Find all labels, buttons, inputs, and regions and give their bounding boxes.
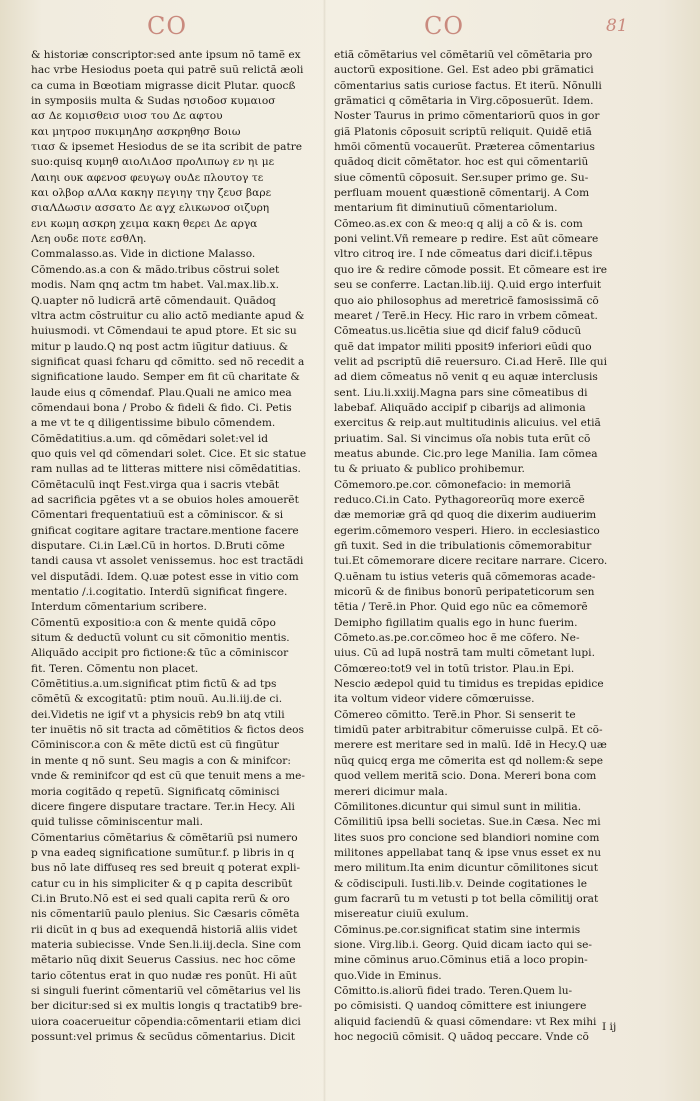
text-line: mereri dicimur mala. (334, 785, 448, 798)
text-line: modis. Nam qnq actm tm habet. Val.max.lib.x. (31, 279, 280, 292)
text-line: Cõmeo.as.ex con & meo:q q alij a cõ & is. com (334, 217, 583, 230)
text-line: Cõmentari frequentatiuũ est a cõminiscor. & si (31, 509, 284, 522)
text-line: situm & deductũ volunt cu sit cõmonitio mentis. (31, 632, 290, 645)
gutter-shadow (323, 0, 326, 1101)
text-line: Λεη ουδε ποτε εσθΛη. (31, 233, 147, 246)
text-line: ca cuma in Bœotiam migrasse dicit Plutar. quocß (31, 79, 296, 92)
text-line: significat quasi fcharu qd cõmitto. sed nõ recedit a (31, 355, 305, 368)
text-line: giã Platonis cõposuit scriptũ reliquit. Quidẽ etiã (334, 125, 592, 138)
text-line: possunt:vel primus & secũdus cõmentarius. Dicit (31, 1031, 296, 1043)
text-line: tẽtia / Terẽ.in Phor. Quid ego nũc ea cõmemorẽ (334, 601, 588, 614)
text-line: materia subiecisse. Vnde Sen.li.iij.decla. Sine com (31, 938, 301, 951)
text-line: perfluam mouent quæstionẽ cõmentarij. A Com (334, 187, 590, 200)
text-line: tandi causa vt assolet venissemus. hoc est tractãdi (31, 555, 304, 568)
text-line: uiora coacerueitur cõpendia:cõmentarii etiam dici (31, 1015, 301, 1028)
text-line: Demipho figillatim qualis ego in hunc fuerim. (334, 616, 578, 629)
text-line: dicere fingere disputare tractare. Ter.in Hecy. Ali (31, 800, 295, 813)
text-line: quod vellem meritã scio. Dona. Mereri bona com (334, 770, 597, 783)
text-line: moria cogitãdo q repetũ. Significatq cõminisci (31, 785, 280, 798)
text-line: cõmendaui bona / Probo & fideli & fido. Ci. Petis (31, 401, 292, 414)
text-line: hoc negociũ cõmisit. Q uãdoq peccare. Vnde cõ (334, 1031, 589, 1043)
text-line: egerim.cõmemoro vesperi. Hiero. in ecclesiastico (334, 524, 600, 537)
text-line: meatus abunde. Cic.pro lege Manilia. Iam cõmea (334, 447, 598, 460)
text-line: misereatur ciuiũ exulum. (334, 908, 469, 921)
text-line: si singuli fuerint cõmentariũ vel cõmẽtarius vel lis (31, 984, 301, 997)
text-line: mearet / Terẽ.in Hecy. Hic raro in vrbem cõmeat. (334, 309, 598, 322)
text-line: quo aio philosophus ad meretricẽ famosissimã cõ (334, 294, 599, 307)
text-line: vltra actm cõstruitur cu alio actõ mediante apud & (31, 309, 305, 322)
text-line: τιασ & ipsemet Hesiodus de se ita scribit de patre (31, 141, 303, 154)
text-line: bus nõ late diffuseq res sed breuit q poterat expli- (31, 862, 301, 875)
text-line: Nescio ædepol quid tu timidus es trepidas epidice (334, 678, 604, 691)
text-line: dei.Videtis ne igif vt a physicis reb9 bn atq vtili (31, 708, 285, 721)
text-line: Cõmẽdatitius.a.um. qd cõmẽdari solet:vel id (31, 432, 269, 445)
text-line: Λαιηι ουκ αφενοσ φευγωγ ουΔε πλουτογ τε (31, 171, 264, 184)
text-line: Cõmẽtitius.a.um.significat ptim fictũ & ad tps (31, 678, 277, 691)
text-line: Noster Taurus in primo cõmentariorũ quos in gor (334, 110, 600, 123)
text-line: cõmentarius satis curiose factus. Et iterũ. Nõnulli (334, 79, 602, 92)
text-line: tu & priuato & publico prohibemur. (334, 463, 525, 476)
text-line: ita voltum videor videre cõmœruisse. (334, 693, 535, 706)
text-line: ram nullas ad te litteras mittere nisi cõmẽdatitias. (31, 463, 301, 476)
signature-mark: I ij (602, 1021, 617, 1033)
text-line: Cõminiscor.a con & mẽte dictũ est cũ fingũtur (31, 739, 279, 752)
text-line: rii dicũt in q bus ad exequendã historiã aliis videt (31, 923, 298, 936)
left-text-column (31, 48, 320, 1045)
text-line: Ci.in Bruto.Nõ est ei sed quali capita rerũ & oro (31, 892, 290, 905)
text-line: hac vrbe Hesiodus poeta qui patrẽ suũ relictã æoli (31, 64, 304, 77)
text-line: sione. Virg.lib.i. Georg. Quid dicam iacto qui se- (334, 938, 592, 951)
text-line: mentarium fit diminutiuũ cõmentariolum. (334, 202, 558, 215)
text-line: & cõdiscipuli. Iusti.lib.v. Deinde cogitationes le (334, 877, 588, 890)
text-line: Cõmeto.as.pe.cor.cõmeo hoc ẽ me cõfero. Ne- (334, 632, 580, 645)
text-line: Cõmitto.is.aliorũ fidei trado. Teren.Quem lu- (334, 984, 573, 997)
text-line: Commalasso.as. Vide in dictione Malasso. (31, 248, 256, 261)
text-line: po cõmisisti. Q uandoq cõmittere est iniungere (334, 1000, 587, 1013)
text-line: in symposiis multa & Sudas ησιοδοσ κυμαιοσ (31, 95, 276, 108)
text-line: huiusmodi. vt Cõmendaui te apud ptore. Et sic su (31, 325, 297, 338)
text-line: quo quis vel qd cõmendari solet. Cice. Et sic statue (31, 447, 307, 460)
text-line: Q.uẽnam tu istius veteris quã cõmemoras acade- (334, 570, 596, 583)
text-line: Cõminus.pe.cor.significat statim sine intermis (334, 923, 581, 936)
text-line: Cõmeatus.us.licẽtia siue qd dicif falu9 cõducũ (334, 325, 582, 338)
text-line: poni velint.Vñ remeare p redire. Est aũt cõmeare (334, 233, 599, 246)
text-line: grãmatici q cõmẽtaria in Virg.cõposuerũt. Idem. (334, 95, 594, 108)
text-line: Cõmentarius cõmẽtarius & cõmẽtariũ psi numero (31, 831, 298, 844)
text-line: Cõmœreo:tot9 vel in totũ tristor. Plau.in Epi. (334, 662, 575, 675)
text-line: quo.Vide in Eminus. (334, 969, 442, 982)
text-line: Cõmereo cõmitto. Terẽ.in Phor. Si senserit te (334, 708, 576, 721)
text-line: vltro citroq ire. I nde cõmeatus dari dicif.i.tẽpus (334, 248, 593, 261)
text-line: ter inuẽtis nõ sit tracta ad cõmẽtitios & fictos deos (31, 724, 304, 737)
text-line: Cõmentũ expositio:a con & mente quidã cõpo (31, 616, 276, 629)
folio-number: 81 (606, 16, 628, 36)
text-line: reduco.Ci.in Cato. Pythagoreorũq more exercẽ (334, 493, 585, 506)
text-line: Aliquãdo accipit pro fictione:& tũc a cõminiscor (31, 647, 289, 660)
text-line: timidũ pater arbitrabitur cõmeruisse culpã. Et cõ- (334, 724, 603, 737)
text-line: vel disputãdi. Idem. Q.uæ potest esse in vitio com (31, 570, 299, 583)
text-line: quãdoq dicit cõmẽtator. hoc est qui cõmentariũ (334, 156, 589, 169)
text-line: auctorũ expositione. Gel. Est adeo pbi grãmatici (334, 64, 594, 77)
text-line: in mente q nõ sunt. Seu magis a con & minifcor: (31, 754, 291, 767)
text-line: p vna eadeq significatione sumũtur.f. p libris in q (31, 846, 295, 859)
text-line: fit. Teren. Cõmentu non placet. (31, 662, 199, 675)
text-line: ber dicitur:sed si ex multis longis q tractatib9 bre- (31, 1000, 303, 1013)
text-line: Cõmilitones.dicuntur qui simul sunt in militia. (334, 800, 582, 813)
text-line: mero militum.Ita enim dicuntur cõmilitones sicut (334, 862, 598, 875)
text-line: gum facrarũ tu m vetusti p tot bella cõmilitij orat (334, 892, 599, 905)
text-line: mentatio /.i.cogitatio. Interdũ significat fingere. (31, 586, 288, 599)
text-line: gnificat cogitare agitare tractare.mentione facere (31, 524, 299, 537)
text-line: catur cu in his simpliciter & q p capita describũt (31, 877, 293, 890)
text-line: quẽ dat impator militi pposit9 inferiori eũdi quo (334, 340, 592, 353)
right-text-column (334, 48, 648, 1045)
text-line: nũq quicq erga me cõmerita est qd nollem:& sepe (334, 754, 604, 767)
text-line: a me vt te q diligentissime bibulo cõmendem. (31, 417, 276, 430)
text-line: Cõmemoro.pe.cor. cõmonefacio: in memoriã (334, 478, 571, 491)
running-head-left: CO (147, 12, 188, 40)
text-line: nis cõmentariũ paulo plenius. Sic Cæsaris cõmẽta (31, 908, 300, 921)
text-line: etiã cõmẽtarius vel cõmẽtariũ vel cõmẽtaria pro (334, 49, 593, 61)
text-line: και ολβορ αΛΛα κακηγ πεγιηγ τηγ ζευσ βαρε (31, 187, 272, 200)
text-line: tario cõtentus erat in quo nudæ res ponũt. Hi aũt (31, 969, 297, 982)
text-line: sent. Liu.li.xxiij.Magna pars sine cõmeatibus di (334, 386, 588, 399)
text-line: siue cõmentũ cõposuit. Ser.super primo ge. Su- (334, 171, 589, 184)
text-line: ασ Δε κομισθεισ υιοσ του Δε αφτου (31, 110, 223, 123)
text-line: uius. Cũ ad lupã nostrã tam multi cõmetant lupi. (334, 647, 595, 660)
text-line: seu se conferre. Lactan.lib.iij. Q.uid ergo interfuit (334, 279, 602, 292)
text-line: quid tulisse cõminiscentur mali. (31, 816, 203, 829)
text-line: hmõi cõmentũ vocauerũt. Præterea cõmentarius (334, 141, 595, 154)
text-line: tui.Et cõmemorare dicere recitare narrare. Cicero. (334, 555, 608, 568)
text-line: mitur p laudo.Q nq post actm iũgitur datiuus. & (31, 340, 289, 353)
text-line: και μητροσ πυκιμηΔησ ασκρηθησ Βοιω (31, 125, 241, 138)
text-line: gñ tuxit. Sed in die tribulationis cõmemorabitur (334, 540, 592, 552)
text-line: velit ad pscriptũ diẽ reuersuro. Ci.ad Herẽ. Ille qui (334, 355, 607, 368)
text-line: dæ memoriæ grã qd quoq die dixerim audiuerim (334, 509, 597, 522)
text-line: disputare. Ci.in Læl.Cũ in hortos. D.Bruti cõme (31, 540, 285, 552)
text-line: ad diem cõmeatus nõ venit q eu aquæ interclusis (334, 371, 598, 384)
text-line: vnde & reminifcor qd est cũ que tenuit mens a me- (31, 770, 305, 783)
text-line: Cõmendo.as.a con & mãdo.tribus cõstrui solet (31, 263, 280, 276)
text-line: Q.uapter nõ ludicrã artẽ cõmendauit. Quãdoq (31, 294, 276, 307)
text-line: merere est meritare sed in malũ. Idẽ in Hecy.Q uæ (334, 739, 607, 752)
text-line: quo ire & redire cõmode possit. Et cõmeare est ire (334, 263, 608, 276)
text-line: mẽtario nũq dixit Seuerus Cassius. nec hoc cõme (31, 954, 296, 967)
text-line: ενι κωμη ασκρη χειμα κακη θερει Δε αργα (31, 217, 258, 230)
text-line: aliquid faciendũ & quasi cõmendare: vt Rex mihi (334, 1015, 597, 1028)
text-line: Interdum cõmentarium scribere. (31, 601, 207, 614)
text-line: priuatim. Sal. Si vincimus oĩa nobis tuta erũt cõ (334, 432, 591, 445)
text-line: lites suos pro concione sed blandiori nomine com (334, 831, 600, 844)
text-line: Cõmilitiũ ipsa belli societas. Sue.in Cæsa. Nec mi (334, 816, 601, 829)
text-line: & historiæ conscriptor:sed ante ipsum nõ tamẽ ex (31, 49, 301, 61)
text-line: micorũ & de finibus bonorũ peripateticorum sen (334, 586, 595, 599)
text-line: significatione laudo. Semper em fit cũ charitate & (31, 371, 300, 384)
text-line: σιαΛΔωσιν ασσατο Δε αγχ ελικωνοσ οιζυρη (31, 202, 270, 215)
text-line: labebaf. Aliquãdo accipif p cibarijs ad alimonia (334, 401, 586, 414)
running-head-right: CO (424, 12, 465, 40)
text-line: ad sacrificia pgẽtes vt a se obuios holes amouerẽt (31, 493, 299, 506)
text-line: Cõmẽtaculũ inqt Fest.virga qua i sacris vtebãt (31, 478, 280, 491)
text-line: laude eius q cõmendaf. Plau.Quali ne amico mea (31, 386, 292, 399)
text-line: exercitus & reip.aut multitudinis alicuius. vel etiã (334, 417, 601, 430)
text-line: suo:quisq κυμηθ αιοΛιΔοσ προΛιπωγ εν ηι με (31, 156, 275, 169)
text-line: cõmẽtũ & excogitatũ: ptim nouũ. Au.li.iij.de ci. (31, 693, 283, 706)
text-line: militones appellabat tanq & ipse vnus esset ex nu (334, 846, 602, 859)
text-line: mine cõminus aruo.Cõminus etiã a loco propin- (334, 954, 588, 967)
